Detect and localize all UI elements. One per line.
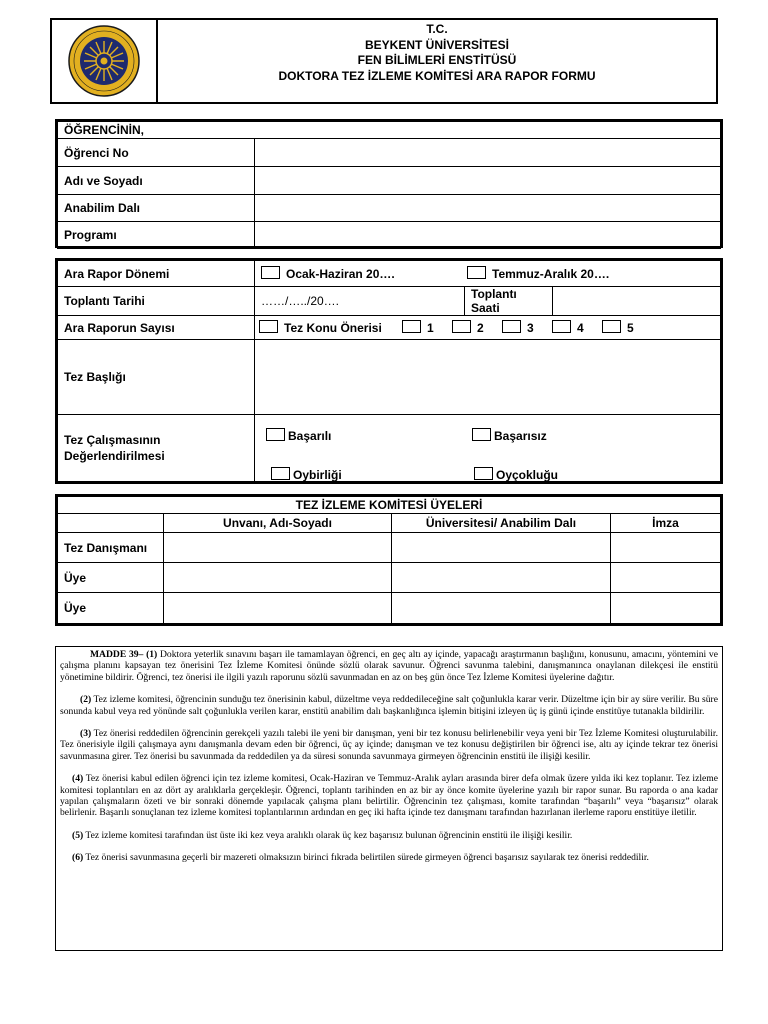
period-option-jul-dec: Temmuz-Aralık 20…. (492, 267, 610, 281)
header-line-institute: FEN BİLİMLERİ ENSTİTÜSÜ (357, 53, 517, 67)
eval-checkbox-unanimous[interactable] (271, 467, 290, 480)
student-name-field[interactable] (255, 167, 721, 195)
member2-signature-field[interactable] (611, 593, 721, 624)
meeting-date-label: Toplantı Tarihi (58, 287, 255, 316)
count-checkbox-2[interactable] (452, 320, 471, 333)
header-line-university: BEYKENT ÜNİVERSİTESİ (364, 37, 510, 52)
student-no-label: Öğrenci No (58, 139, 255, 167)
student-name-label: Adı ve Soyadı (58, 167, 255, 195)
committee-row-advisor: Tez Danışmanı (58, 533, 164, 563)
header-line-tc: T.C. (426, 22, 448, 36)
advisor-name-field[interactable] (164, 533, 392, 563)
eval-option-fail: Başarısız (494, 429, 547, 443)
meeting-time-label: Toplantı Saati (465, 287, 553, 316)
count-checkbox-5[interactable] (602, 320, 621, 333)
page-title: DOKTORA TEZ İZLEME KOMİTESİ ARA RAPOR FORMU (278, 68, 596, 83)
meeting-time-field[interactable] (553, 287, 721, 316)
committee-col-university: Üniversitesi/ Anabilim Dalı (392, 514, 611, 533)
logo-cell (52, 20, 158, 102)
committee-row-member-1: Üye (58, 563, 164, 593)
eval-option-majority: Oyçokluğu (496, 468, 559, 482)
regulation-paragraph-3: (3) Tez önerisi reddedilen öğrencinin gerekçeli yazılı talebi ile yeni bir danışman, yeni bir tez konusu belirlenebilir veya yeni bir Tez İzleme Komitesi oluşturulabilir. Tez önerisiyle ilgili çalışmaya aynı danışmanla devam eden bir öğrenci, üç ay içinde; danışman ve tez konusu değiştirilen bir öğrenci ise, altı ay içinde tekrar tez önerisi savunmasına girer. Tez önerisi bu savunmada da reddedilen ya da süresi sonunda savunmaya girmeyen öğrencinin enstitü ile ilişiği kesilir. (60, 728, 718, 762)
count-option-3: 3 (527, 321, 534, 335)
regulation-paragraph-1: MADDE 39– (1) Doktora yeterlik sınavını başarı ile tamamlayan öğrenci, en geç altı ay içinde, yapacağı araştırmanın başlığını, konusunu, amacını, yöntemini ve çalışma planını kapsayan tez önerisini Tez İzleme Komitesi önünde sözlü olarak savunur. Öğrenci savunma talebini, danışmanınca onaylanan dilekçesi ile enstitü yönetimine bildirir. Öğrenci, tez önerisi ile ilgili yazılı raporunu sözlü savunmadan en az on beş gün önce Tez İzleme Komitesi üyelerine dağıtır. (60, 649, 718, 683)
count-option-4: 4 (577, 321, 584, 335)
meeting-date-field[interactable]: ……/…../20…. (255, 287, 465, 316)
count-checkbox-proposal[interactable] (259, 320, 278, 333)
eval-checkbox-majority[interactable] (474, 467, 493, 480)
eval-checkbox-fail[interactable] (472, 428, 491, 441)
regulation-paragraph-2: (2) Tez izleme komitesi, öğrencinin sunduğu tez önerisinin kabul, düzeltme veya reddedileceğine salt çoğunlukla karar verir. Düzeltme için bir ay süre verilir. Bu süre sonunda kabul veya red yönünde salt çoğunlukla verilen karar, enstitü anabilim dalı başkanlığınca işlemin bitişini izleyen üç iş günü içinde enstitüye tutanakla bildirilir. (60, 694, 718, 717)
committee-title: TEZ İZLEME KOMİTESİ ÜYELERİ (58, 497, 721, 514)
period-checkbox-jul-dec[interactable] (467, 266, 486, 279)
committee-col-role (58, 514, 164, 533)
department-field[interactable] (255, 195, 721, 222)
program-field[interactable] (255, 222, 721, 249)
count-checkbox-3[interactable] (502, 320, 521, 333)
member1-university-field[interactable] (392, 563, 611, 593)
thesis-title-label: Tez Başlığı (58, 340, 255, 415)
regulation-paragraph-5: (5) Tez izleme komitesi tarafından üst üste iki kez veya aralıklı olarak üç kez başarısız bulunan öğrencinin enstitü ile ilişiği kesilir. (72, 829, 573, 841)
regulation-paragraph-4: (4) Tez önerisi kabul edilen öğrenci için tez izleme komitesi, Ocak-Haziran ve Temmuz-Aralık ayları arasında birer defa olmak üzere yılda iki kez toplanır. Tez izleme komitesi toplantıları en az dört ay aralıklarla gerçekleşir. Öğrenci, toplantı tarihinden en az bir ay önce komite üyelerine yazılı bir rapor sunar. Bu raporda o ana kadar yapılan çalışmaların özeti ve bir sonraki dönemde yapılacak çalışma planı belirtilir. Öğrencinin tez çalışması, komite tarafından “başarılı” veya “başarısız” olarak belirlenir. Başarılı sonuçlanan tez izleme komitesi toplantılarının ardından en geç iki hafta içinde tez danışmanı tarafından hazırlanan ilerleme raporu enstitüye iletilir. (60, 773, 718, 819)
regulation-text (55, 646, 723, 951)
student-no-field[interactable] (255, 139, 721, 167)
department-label: Anabilim Dalı (58, 195, 255, 222)
count-option-1: 1 (427, 321, 434, 335)
report-period-label: Ara Rapor Dönemi (58, 261, 255, 287)
count-option-2: 2 (477, 321, 484, 335)
member1-signature-field[interactable] (611, 563, 721, 593)
eval-checkbox-pass[interactable] (266, 428, 285, 441)
evaluation-label-line2: Değerlendirilmesi (64, 449, 165, 463)
member1-name-field[interactable] (164, 563, 392, 593)
student-heading: ÖĞRENCİNİN, (58, 122, 721, 139)
regulation-paragraph-6: (6) Tez önerisi savunmasına geçerli bir mazereti olmaksızın birinci fıkrada belirtilen sürede girmeyen öğrenci başarısız sayılarak tez önerisi reddedilir. (72, 852, 649, 864)
report-details-table (55, 258, 723, 484)
period-checkbox-jan-jun[interactable] (261, 266, 280, 279)
thesis-title-field[interactable] (255, 340, 721, 415)
student-info-table (55, 119, 723, 248)
eval-option-unanimous: Oybirliği (293, 468, 342, 482)
university-seal-icon (52, 20, 156, 102)
header-title-block (158, 22, 716, 84)
count-checkbox-1[interactable] (402, 320, 421, 333)
committee-table (55, 494, 723, 626)
period-option-jan-jun: Ocak-Haziran 20…. (286, 267, 395, 281)
eval-option-pass: Başarılı (288, 429, 332, 443)
evaluation-label (58, 415, 255, 482)
count-option-5: 5 (627, 321, 634, 335)
count-option-proposal: Tez Konu Önerisi (284, 321, 382, 335)
committee-col-signature: İmza (611, 514, 721, 533)
advisor-university-field[interactable] (392, 533, 611, 563)
count-checkbox-4[interactable] (552, 320, 571, 333)
form-header (50, 18, 718, 104)
advisor-signature-field[interactable] (611, 533, 721, 563)
report-count-label: Ara Raporun Sayısı (58, 316, 255, 340)
evaluation-label-line1: Tez Çalışmasının (64, 433, 161, 447)
member2-name-field[interactable] (164, 593, 392, 624)
committee-col-name: Unvanı, Adı-Soyadı (164, 514, 392, 533)
program-label: Programı (58, 222, 255, 249)
committee-row-member-2: Üye (58, 593, 164, 624)
member2-university-field[interactable] (392, 593, 611, 624)
